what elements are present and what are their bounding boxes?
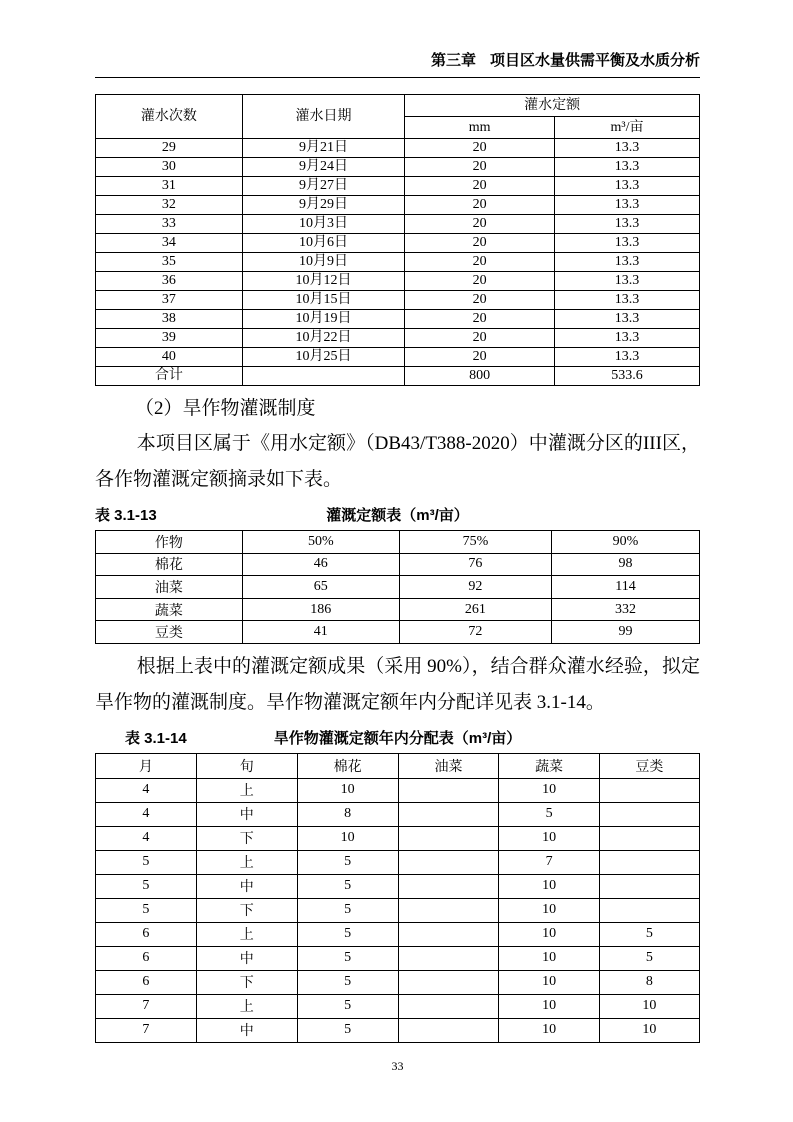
table-cell: 99 <box>552 621 700 644</box>
table-cell: 20 <box>405 177 555 196</box>
header-cell-date: 灌水日期 <box>242 95 404 139</box>
table-cell: 20 <box>405 329 555 348</box>
table-row <box>96 826 700 850</box>
table-cell <box>398 826 499 850</box>
total-mm: 800 <box>405 367 555 386</box>
table-row <box>96 329 700 348</box>
table-cell: 10 <box>499 874 599 898</box>
table-cell <box>599 802 699 826</box>
table-cell: 5 <box>499 802 599 826</box>
table-cell <box>398 802 499 826</box>
table-cell: 10月12日 <box>242 272 404 291</box>
body-paragraph: 根据上表中的灌溉定额成果（采用 90%），结合群众灌水经验，拟定旱作物的灌溉制度。旱作物灌溉定额年内分配详见表 3.1-14。 <box>95 655 700 713</box>
table-cell: 7 <box>96 994 197 1018</box>
table-cell: 261 <box>399 598 551 621</box>
table-cell: 13.3 <box>555 177 700 196</box>
table-row <box>96 177 700 196</box>
table-row <box>96 946 700 970</box>
table-cell: 40 <box>96 348 243 367</box>
table-cell: 6 <box>96 946 197 970</box>
table-cell: 10月25日 <box>242 348 404 367</box>
chapter-number: 第三章 <box>430 52 476 69</box>
header-cell-bean: 豆类 <box>599 753 699 778</box>
header-cell-quota-group: 灌水定额 <box>405 95 700 117</box>
table-cell <box>599 874 699 898</box>
table-cell: 10 <box>297 778 398 802</box>
table-cell <box>398 1018 499 1042</box>
table-cell: 中 <box>196 1018 297 1042</box>
header-cell-rape: 油菜 <box>398 753 499 778</box>
table-cell: 8 <box>297 802 398 826</box>
irrigation-quota-table <box>95 530 700 644</box>
caption-title: 灌溉定额表（m³/亩） <box>326 507 469 524</box>
table-cell: 4 <box>96 778 197 802</box>
table-cell: 20 <box>405 139 555 158</box>
table-cell: 10 <box>499 1018 599 1042</box>
table-row <box>96 621 700 644</box>
table-cell: 10 <box>297 826 398 850</box>
table-cell: 5 <box>297 946 398 970</box>
table-cell: 20 <box>405 234 555 253</box>
table-cell: 76 <box>399 553 551 576</box>
table-cell <box>398 994 499 1018</box>
table-cell: 10月3日 <box>242 215 404 234</box>
table-cell: 4 <box>96 802 197 826</box>
table-cell: 10月22日 <box>242 329 404 348</box>
table-row <box>96 196 700 215</box>
table-cell <box>599 850 699 874</box>
table-cell: 5 <box>297 898 398 922</box>
table-cell: 10月6日 <box>242 234 404 253</box>
table-row <box>96 802 700 826</box>
table-row <box>96 139 700 158</box>
table-header-row <box>96 531 700 554</box>
table-cell: 13.3 <box>555 253 700 272</box>
table-cell: 13.3 <box>555 291 700 310</box>
table-cell: 上 <box>196 922 297 946</box>
annual-distribution-table <box>95 753 700 1043</box>
table-cell: 92 <box>399 576 551 599</box>
table-cell: 5 <box>297 1018 398 1042</box>
table-cell <box>599 826 699 850</box>
table-cell: 39 <box>96 329 243 348</box>
table-cell: 186 <box>242 598 399 621</box>
table-row <box>96 348 700 367</box>
total-m3mu: 533.6 <box>555 367 700 386</box>
table-cell: 5 <box>297 850 398 874</box>
table-cell: 5 <box>297 970 398 994</box>
header-cell-90: 90% <box>552 531 700 554</box>
table-cell: 5 <box>297 874 398 898</box>
table-cell: 13.3 <box>555 310 700 329</box>
header-cell-count: 灌水次数 <box>96 95 243 139</box>
table-caption-3-1-13 <box>95 505 700 527</box>
table-row <box>96 234 700 253</box>
table-cell <box>398 970 499 994</box>
table-cell: 114 <box>552 576 700 599</box>
table-cell: 98 <box>552 553 700 576</box>
table-cell: 棉花 <box>96 553 243 576</box>
table-row <box>96 898 700 922</box>
table-cell: 9月27日 <box>242 177 404 196</box>
table-cell: 13.3 <box>555 348 700 367</box>
table-row <box>96 158 700 177</box>
table-cell: 10 <box>499 970 599 994</box>
table-cell <box>398 898 499 922</box>
table-row <box>96 970 700 994</box>
table-cell: 上 <box>196 778 297 802</box>
table-cell <box>599 898 699 922</box>
table-row <box>96 576 700 599</box>
table-cell: 中 <box>196 946 297 970</box>
table-cell: 41 <box>242 621 399 644</box>
table-row <box>96 291 700 310</box>
header-cell-m3mu: m³/亩 <box>555 117 700 139</box>
table-cell: 13.3 <box>555 196 700 215</box>
header-cell-50: 50% <box>242 531 399 554</box>
header-cell-75: 75% <box>399 531 551 554</box>
page-number: 33 <box>391 1058 404 1073</box>
table-caption-3-1-14 <box>95 728 700 750</box>
table-cell: 9月21日 <box>242 139 404 158</box>
table-cell: 10 <box>499 778 599 802</box>
table-cell <box>599 778 699 802</box>
table-cell: 13.3 <box>555 234 700 253</box>
header-cell-month: 月 <box>96 753 197 778</box>
total-label: 合计 <box>96 367 243 386</box>
table-cell: 20 <box>405 310 555 329</box>
table-cell: 20 <box>405 253 555 272</box>
header-cell-vegetable: 蔬菜 <box>499 753 599 778</box>
table-cell <box>398 850 499 874</box>
caption-label: 表 3.1-13 <box>95 507 157 524</box>
table-cell: 30 <box>96 158 243 177</box>
table-row <box>96 874 700 898</box>
table-cell: 10 <box>499 946 599 970</box>
total-date-cell <box>242 367 404 386</box>
header-cell-crop: 作物 <box>96 531 243 554</box>
table-cell: 5 <box>96 898 197 922</box>
table-cell: 5 <box>297 994 398 1018</box>
table-cell: 9月24日 <box>242 158 404 177</box>
table-cell <box>398 778 499 802</box>
table-cell: 31 <box>96 177 243 196</box>
table-cell: 35 <box>96 253 243 272</box>
table-cell: 7 <box>499 850 599 874</box>
subsection-heading: （2）旱作物灌溉制度 <box>135 398 316 419</box>
table-row <box>96 1018 700 1042</box>
table-header-row <box>96 753 700 778</box>
table-row <box>96 553 700 576</box>
table-row <box>96 850 700 874</box>
table-cell: 38 <box>96 310 243 329</box>
table-row <box>96 215 700 234</box>
table-cell: 29 <box>96 139 243 158</box>
table-cell: 20 <box>405 291 555 310</box>
table-cell: 7 <box>96 1018 197 1042</box>
table-cell: 油菜 <box>96 576 243 599</box>
table-cell: 10 <box>499 898 599 922</box>
caption-label: 表 3.1-14 <box>125 729 187 747</box>
table-cell: 10月19日 <box>242 310 404 329</box>
table-cell: 下 <box>196 826 297 850</box>
total-row <box>96 367 700 386</box>
table-row <box>96 272 700 291</box>
table-cell: 10 <box>599 1018 699 1042</box>
table-cell: 20 <box>405 215 555 234</box>
table-header-row <box>96 95 700 117</box>
table-cell: 13.3 <box>555 158 700 177</box>
table-cell: 上 <box>196 994 297 1018</box>
header-cell-mm: mm <box>405 117 555 139</box>
table-cell: 6 <box>96 970 197 994</box>
chapter-title: 项目区水量供需平衡及水质分析 <box>489 52 700 69</box>
table-cell: 46 <box>242 553 399 576</box>
table-row <box>96 310 700 329</box>
table-cell: 65 <box>242 576 399 599</box>
table-cell: 10 <box>499 922 599 946</box>
table-cell: 6 <box>96 922 197 946</box>
table-cell: 5 <box>599 922 699 946</box>
table-cell: 13.3 <box>555 329 700 348</box>
irrigation-schedule-table <box>95 94 700 386</box>
table-cell: 10 <box>599 994 699 1018</box>
table-cell: 20 <box>405 196 555 215</box>
table-cell: 72 <box>399 621 551 644</box>
table-row <box>96 598 700 621</box>
caption-title: 旱作物灌溉定额年内分配表（m³/亩） <box>273 729 522 747</box>
table-row <box>96 922 700 946</box>
table-cell: 5 <box>96 874 197 898</box>
table-cell: 37 <box>96 291 243 310</box>
table-cell: 5 <box>96 850 197 874</box>
table-cell <box>398 874 499 898</box>
table-cell <box>398 946 499 970</box>
table-cell: 10月15日 <box>242 291 404 310</box>
table-cell: 13.3 <box>555 272 700 291</box>
table-cell: 4 <box>96 826 197 850</box>
table-cell: 下 <box>196 970 297 994</box>
table-cell: 20 <box>405 348 555 367</box>
body-paragraph: 本项目区属于《用水定额》（DB43/T388-2020）中灌溉分区的III区，各作物灌溉定额摘录如下表。 <box>95 433 700 490</box>
header-cell-cotton: 棉花 <box>297 753 398 778</box>
header-cell-period: 旬 <box>196 753 297 778</box>
table-cell: 34 <box>96 234 243 253</box>
table-cell: 33 <box>96 215 243 234</box>
table-cell: 20 <box>405 272 555 291</box>
table-cell: 13.3 <box>555 139 700 158</box>
table-cell: 10月9日 <box>242 253 404 272</box>
table-row <box>96 994 700 1018</box>
table-cell: 上 <box>196 850 297 874</box>
table-cell: 9月29日 <box>242 196 404 215</box>
table-row <box>96 778 700 802</box>
table-cell: 5 <box>599 946 699 970</box>
table-cell <box>398 922 499 946</box>
table-cell: 20 <box>405 158 555 177</box>
table-cell: 10 <box>499 826 599 850</box>
page-header <box>95 50 700 78</box>
table-cell: 13.3 <box>555 215 700 234</box>
table-cell: 蔬菜 <box>96 598 243 621</box>
table-cell: 中 <box>196 874 297 898</box>
table-row <box>96 253 700 272</box>
table-cell: 32 <box>96 196 243 215</box>
table-cell: 5 <box>297 922 398 946</box>
table-cell: 中 <box>196 802 297 826</box>
table-cell: 8 <box>599 970 699 994</box>
table-cell: 36 <box>96 272 243 291</box>
table-cell: 10 <box>499 994 599 1018</box>
table-cell: 豆类 <box>96 621 243 644</box>
table-cell: 332 <box>552 598 700 621</box>
table-cell: 下 <box>196 898 297 922</box>
